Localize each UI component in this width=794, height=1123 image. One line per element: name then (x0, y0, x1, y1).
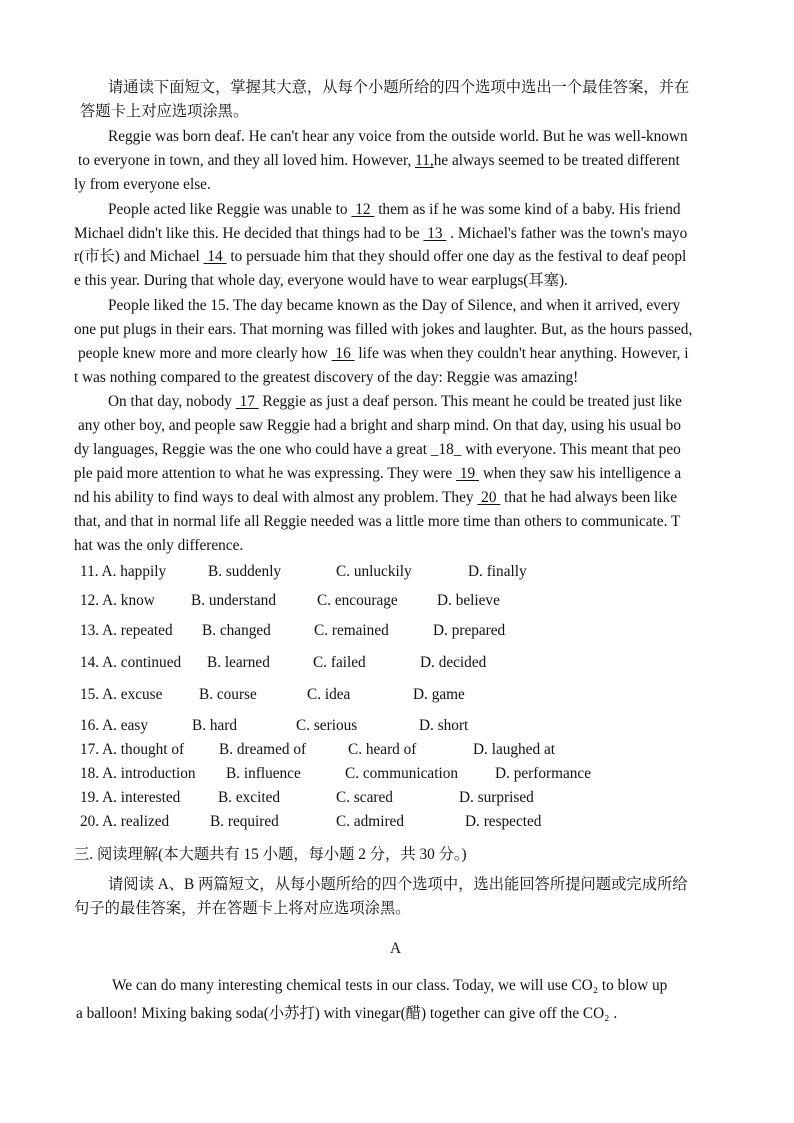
option-b: B. influence (226, 765, 301, 782)
option-c: C. heard of (348, 741, 417, 758)
option-text: A. excuse (102, 686, 163, 703)
blank-20: 20 (481, 489, 497, 506)
p1-line-3: ly from everyone else. (74, 176, 211, 193)
option-b: B. excited (218, 789, 281, 806)
option-a (80, 621, 173, 641)
option-a (80, 562, 166, 582)
option-b: B. understand (191, 592, 276, 609)
section-3-instruction-line-1: 请阅读 A、B 两篇短文，从每小题所给的四个选项中，选出能回答所提问题或完成所给 (108, 876, 688, 893)
option-d: D. respected (465, 813, 542, 830)
option-b: B. changed (202, 622, 271, 639)
blank-19: 19 (459, 465, 476, 482)
p3-line-4: t was nothing compared to the greatest discovery of the day: Reggie was amazing! (74, 369, 579, 386)
option-b: B. required (210, 813, 279, 830)
blank-12: 12 (355, 201, 371, 218)
p1-line-1: Reggie was born deaf. He can't hear any voice from the outside world. But he was well-known (108, 128, 688, 145)
option-a (80, 653, 181, 673)
p1-line-2: to everyone in town, and they all loved him. However, 11,he always seemed to be treated different (78, 152, 680, 169)
question-number: 11. (80, 563, 99, 580)
blank-18: _18_ (430, 441, 462, 458)
option-text: A. know (102, 592, 155, 609)
option-text: A. repeated (102, 622, 173, 639)
option-a (80, 685, 162, 705)
option-text: A. thought of (102, 741, 185, 758)
option-c: C. remained (314, 622, 389, 639)
option-text: A. interested (102, 789, 181, 806)
question-number: 15. (80, 686, 100, 703)
option-d: D. laughed at (473, 741, 555, 758)
section-3-heading: 三. 阅读理解(本大题共有 15 小题，每小题 2 分，共 30 分。) (74, 846, 467, 863)
p2-line-4: e this year. During that whole day, everyone would have to wear earplugs(耳塞). (74, 272, 568, 289)
p2-line-3: r(市长) and Michael 14 to persuade him that they should offer one day as the festival to deaf peopl (74, 248, 687, 265)
question-number: 12. (80, 592, 100, 609)
blank-16: 16 (335, 345, 351, 362)
question-number: 20. (80, 813, 100, 830)
option-a (80, 764, 196, 784)
option-b: B. suddenly (208, 563, 282, 580)
option-b: B. dreamed of (219, 741, 307, 758)
question-number: 13. (80, 622, 100, 639)
p4-line-3: dy languages, Reggie was the one who could have a great _18_ with everyone. This meant that peo (74, 441, 681, 458)
option-c: C. admired (336, 813, 404, 830)
section-3-instruction-line-2: 句子的最佳答案，并在答题卡上将对应选项涂黑。 (74, 900, 411, 917)
p4-line-5: nd his ability to find ways to deal with almost any problem. They 20 that he had always been like (74, 489, 677, 506)
p4-line-4: ple paid more attention to what he was expressing. They were 19 when they saw his intelligence a (74, 465, 682, 482)
option-d: D. game (413, 686, 465, 703)
question-number: 19. (80, 789, 100, 806)
p2-line-1: People acted like Reggie was unable to 12 them as if he was some kind of a baby. His friend (108, 201, 681, 218)
question-number: 16. (80, 717, 100, 734)
passage-a-label: A (390, 940, 402, 957)
blank-14: 14 (207, 248, 223, 265)
p4-line-1: On that day, nobody 17 Reggie as just a deaf person. This meant he could be treated just like (108, 393, 682, 410)
option-a (80, 591, 155, 611)
passage-a-line-1: We can do many interesting chemical tests in our class. Today, we will use CO₂ to blow up (112, 977, 668, 994)
option-c: C. encourage (317, 592, 398, 609)
p2-line-2: Michael didn't like this. He decided that things had to be 13 . Michael's father was the town's mayo (74, 225, 688, 242)
option-d: D. performance (495, 765, 591, 782)
option-a (80, 788, 180, 808)
cloze-instruction-line-2: 答题卡上对应选项涂黑。 (80, 103, 249, 120)
p3-line-3: people knew more and more clearly how 16 life was when they couldn't hear anything. However, i (78, 345, 689, 362)
cloze-instruction-line-1: 请通读下面短文，掌握其大意，从每个小题所给的四个选项中选出一个最佳答案，并在 (108, 79, 690, 96)
option-d: D. believe (437, 592, 500, 609)
option-d: D. prepared (433, 622, 506, 639)
p4-line-6: that, and that in normal life all Reggie needed was a little more time than others to communicate. T (74, 513, 681, 530)
option-b: B. learned (207, 654, 270, 671)
p4-line-2: any other boy, and people saw Reggie had a bright and sharp mind. On that day, using his usual bo (78, 417, 681, 434)
blank-13: 13 (427, 225, 443, 242)
option-c: C. failed (313, 654, 366, 671)
blank-11: 11, (415, 152, 434, 169)
option-a (80, 740, 184, 760)
option-d: D. surprised (459, 789, 534, 806)
passage-a-line-2: a balloon! Mixing baking soda(小苏打) with vinegar(醋) together can give off the CO₂ . (76, 1005, 618, 1022)
option-c: C. serious (296, 717, 358, 734)
p3-line-1: People liked the 15. The day became known as the Day of Silence, and when it arrived, every (108, 297, 681, 314)
option-b: B. hard (192, 717, 238, 734)
option-text: A. continued (102, 654, 182, 671)
p4-line-7: hat was the only difference. (74, 537, 244, 554)
option-d: D. decided (420, 654, 487, 671)
question-number: 18. (80, 765, 100, 782)
question-number: 14. (80, 654, 100, 671)
option-text: A. happily (101, 563, 167, 580)
option-a (80, 716, 148, 736)
option-d: D. finally (468, 563, 527, 580)
blank-17: 17 (239, 393, 255, 410)
option-c: C. communication (345, 765, 459, 782)
option-c: C. unluckily (336, 563, 412, 580)
p3-line-2: one put plugs in their ears. That morning was filled with jokes and laughter. But, as the hours passed, (74, 321, 693, 338)
option-b: B. course (199, 686, 257, 703)
option-text: A. easy (102, 717, 148, 734)
option-c: C. scared (336, 789, 393, 806)
option-d: D. short (419, 717, 469, 734)
option-text: A. realized (102, 813, 170, 830)
option-c: C. idea (307, 686, 351, 703)
question-number: 17. (80, 741, 100, 758)
option-a (80, 812, 169, 832)
option-text: A. introduction (102, 765, 196, 782)
